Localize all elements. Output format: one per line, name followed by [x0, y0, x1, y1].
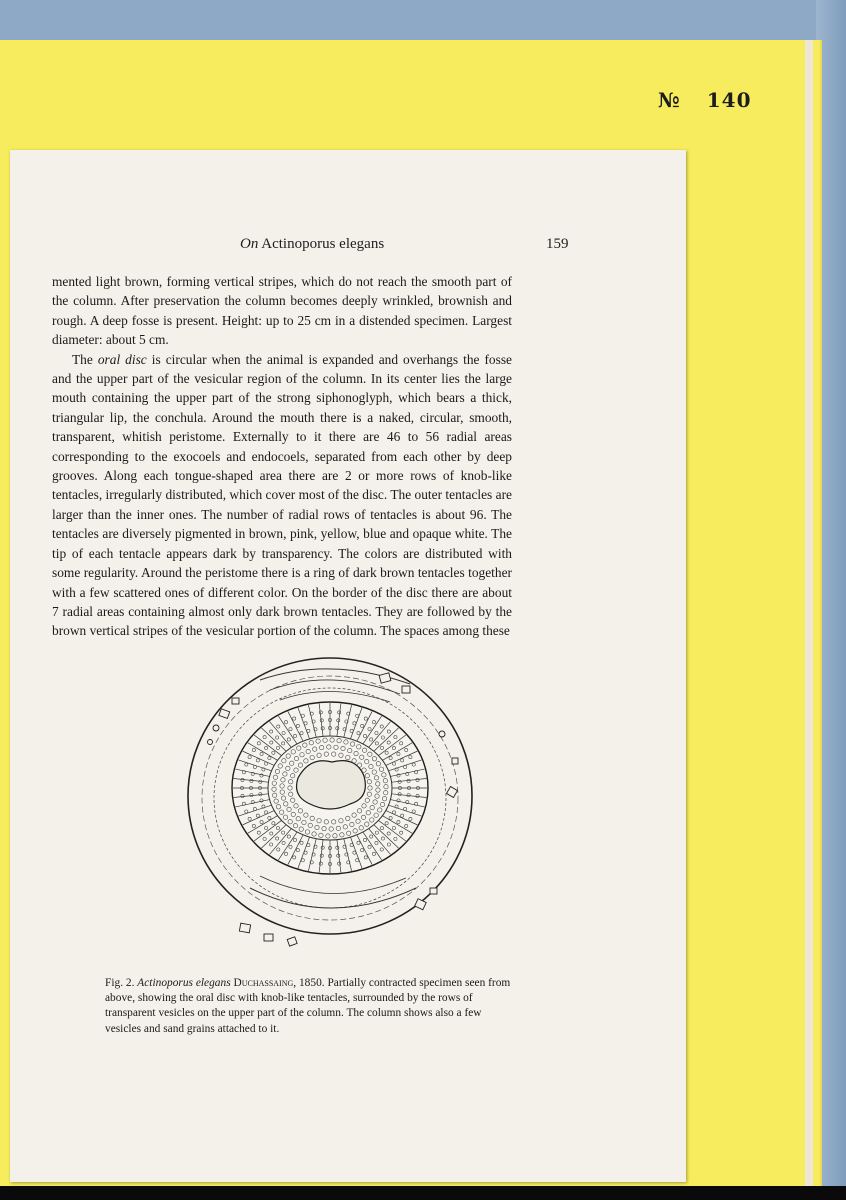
column-wrinkle [280, 691, 390, 702]
paragraph-2-rest: is circular when the animal is expanded and overhangs the fosse and the upper part of the vesicular region of the column. In its center lies the large mouth containing the upper part of the strong siphonoglyph, which bears a thick, triangular lip, the conchula. Around the mouth there is a naked, circular, smooth, transparent, whitish peristome. Externally to it there are 46 to 56 radial areas corresponding to the exocoels and endocoels, separated from each other by deep grooves. Along each tongue-shaped area there are 2 or more rows of knob-like tentacles, irregularly distributed, which cover most of the disc. The outer tentacles are larger than the inner ones. The number of radial rows of tentacles is about 96. The tentacles are diversely pigmented in brown, pink, yellow, blue and opaque white. The tip of each tentacle appears dark by transparency. The colors are distributed with some regularity. Around the peristome there is a ring of dark brown tentacles together with a few scattered ones of different color. On the border of the disc there are about 7 radial areas containing almost only dark brown tentacles. They are followed by the brown vertical stripes of the vesicular portion of the column. The spaces among these [52, 351, 512, 639]
figure-label: Fig. 2. [105, 977, 135, 989]
figure-description: Partially contracted specimen seen from above, showing the oral disc with knob-like tentacles, surrounded by the rows of transparent vesicles on the upper part of the column. The column shows also a few vesicles and sand grains attached to it. [105, 977, 511, 1035]
scan-bottom-border [0, 1186, 846, 1200]
figure-author: Duchassaing [233, 977, 294, 989]
archive-number-symbol: № [658, 88, 681, 112]
figure-year: , 1850. [293, 977, 325, 989]
paragraph-1: mented light brown, forming vertical stripes, which do not reach the smooth part of the column. After preservation the column becomes deeply wrinkled, brownish and rough. A deep fosse is present. Height: up to 25 cm in a distended specimen. Largest diameter: about 5 cm. [52, 274, 512, 348]
figure-anemone-drawing [180, 638, 480, 954]
yellow-sheet-edge [805, 40, 813, 1190]
paragraph-2-start: The [72, 351, 98, 367]
archive-number-value: 140 [706, 88, 752, 112]
page-number: 159 [546, 236, 569, 252]
figure-species: Actinoporus elegans [137, 977, 231, 989]
archive-number-stamp [658, 88, 752, 112]
paper-page [10, 150, 686, 1182]
running-title-italic: On [240, 236, 259, 252]
figure-caption [105, 976, 515, 1037]
running-title-rest: Actinoporus elegans [258, 236, 385, 252]
oral-disc-term: oral disc [97, 351, 147, 367]
column-wrinkle [260, 876, 406, 894]
running-title [240, 236, 384, 253]
mouth [297, 761, 366, 809]
body-text [52, 272, 512, 641]
paragraph-2 [52, 350, 512, 641]
column-wrinkle [250, 888, 416, 908]
